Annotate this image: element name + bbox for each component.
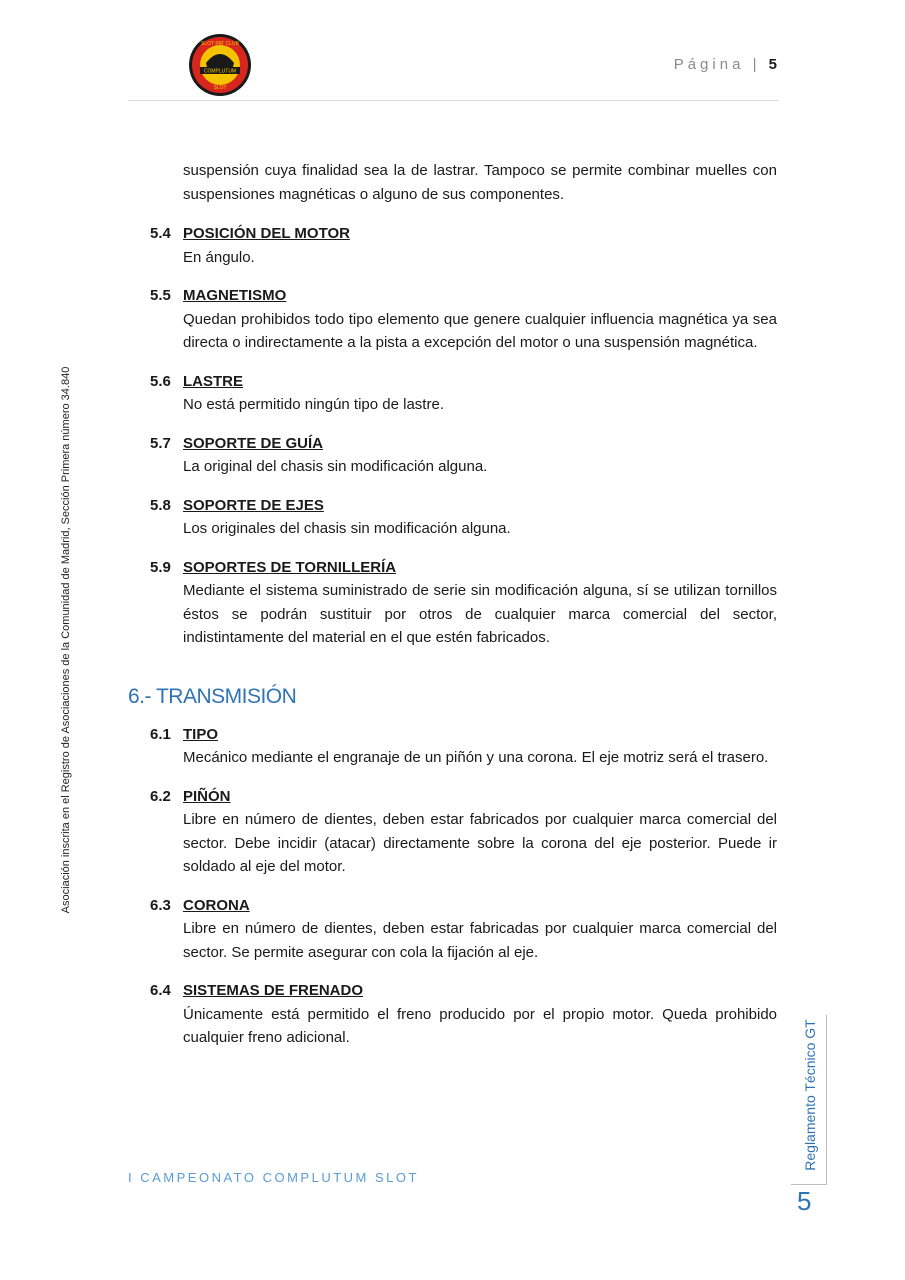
- section-number: 5.6: [150, 372, 171, 390]
- section-title: SOPORTE DE EJES: [183, 496, 324, 514]
- page-header: [674, 56, 777, 73]
- section-title: CORONA: [183, 896, 250, 914]
- section-6-1: [150, 723, 777, 770]
- association-side-note: Asociación inscrita en el Registro de Asociaciones de la Comunidad de Madrid, Sección Primera número 34.840: [60, 366, 72, 914]
- section-title: SISTEMAS DE FRENADO: [183, 982, 364, 999]
- section-5-7: [150, 432, 777, 479]
- section-title: TIPO: [183, 725, 219, 743]
- section-number: 5.4: [150, 225, 171, 242]
- section-title: SOPORTES DE TORNILLERÍA: [183, 558, 397, 576]
- section-title: MAGNETISMO: [183, 287, 287, 304]
- section-number: 6.2: [150, 787, 171, 805]
- footer-championship-title: I CAMPEONATO COMPLUTUM SLOT: [128, 1170, 419, 1185]
- section-body: Únicamente está permitido el freno producido por el propio motor. Queda prohibido cualquier freno adicional.: [183, 1005, 777, 1046]
- section-body: Libre en número de dientes, deben estar fabricados por cualquier marca comercial del sector. Debe incidir (atacar) directamente sobre la corona del eje posterior. Puede ir soldado al eje del motor.: [183, 811, 777, 875]
- section-title: LASTRE: [183, 372, 243, 390]
- footer-document-title: Reglamento Técnico GT: [802, 1019, 818, 1171]
- page-number: 5: [768, 56, 777, 73]
- section-body: En ángulo.: [183, 248, 255, 266]
- section-5-6: [150, 370, 777, 417]
- section-body: Mediante el sistema suministrado de serie sin modificación alguna, sí se utilizan tornillos éstos se podrán sustituir por otros de cualquier marca comercial del sector, indistintamente del material en el que estén fabricados.: [183, 582, 777, 646]
- section-6-2: [150, 785, 777, 879]
- section-5-8: [150, 494, 777, 541]
- section-body: La original del chasis sin modificación alguna.: [183, 458, 488, 475]
- section-body: Libre en número de dientes, deben estar fabricadas por cualquier marca comercial del sector. Se permite asegurar con cola la fijación al eje.: [183, 920, 777, 961]
- section-body: Mecánico mediante el engranaje de un piñón y una corona. El eje motriz será el trasero.: [183, 749, 769, 766]
- footer-vertical-rule: [826, 1015, 827, 1185]
- section-5-5: [150, 284, 777, 355]
- section-title: POSICIÓN DEL MOTOR: [183, 225, 350, 242]
- section-number: 5.7: [150, 434, 171, 452]
- footer-page-number: 5: [797, 1186, 812, 1216]
- section-number: 5.5: [150, 287, 171, 304]
- chapter-heading: 6.- TRANSMISIÓN: [128, 684, 297, 708]
- section-title: SOPORTE DE GUÍA: [183, 434, 324, 452]
- section-6-4: [150, 979, 777, 1050]
- section-number: 6.4: [150, 982, 171, 999]
- logo-text-top: SLOT PAT CLUB: [201, 41, 239, 47]
- footer-horizontal-rule: [791, 1184, 827, 1185]
- section-number: 5.8: [150, 496, 171, 514]
- section-body: No está permitido ningún tipo de lastre.: [183, 396, 444, 413]
- section-5-9: [150, 556, 777, 650]
- section-body: Los originales del chasis sin modificación alguna.: [183, 520, 511, 537]
- document-body: [128, 159, 777, 1065]
- section-number: 5.9: [150, 558, 171, 576]
- page-label: Página |: [673, 56, 761, 73]
- logo-text-bottom: SLOT: [213, 85, 227, 91]
- logo-text-mid: COMPLUTUM: [203, 68, 237, 75]
- section-number: 6.3: [150, 896, 171, 914]
- club-logo: [188, 33, 252, 97]
- section-number: 6.1: [150, 725, 171, 743]
- header-divider: [128, 100, 778, 101]
- section-body: Quedan prohibidos todo tipo elemento que genere cualquier influencia magnética ya sea directa o indirectamente a la pista a excepción del motor o una suspensión magnética.: [183, 310, 777, 351]
- section-title: PIÑÓN: [183, 787, 231, 805]
- section-5-4: [150, 222, 777, 269]
- intro-paragraph: suspensión cuya finalidad sea la de lastrar. Tampoco se permite combinar muelles con suspensiones magnéticas o alguno de sus componentes.: [183, 162, 777, 203]
- section-6-3: [150, 894, 777, 965]
